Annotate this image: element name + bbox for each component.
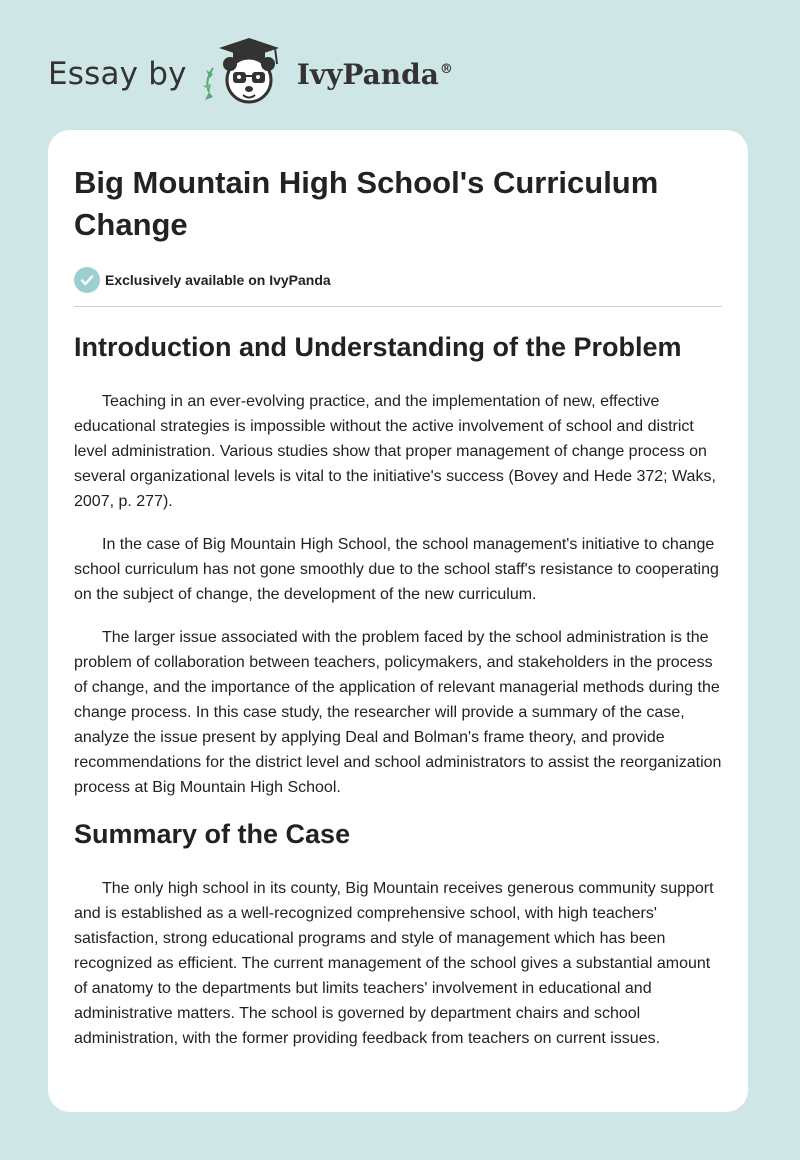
brand-header — [48, 36, 453, 112]
panda-graduate-icon[interactable] — [199, 34, 291, 115]
check-circle-icon — [74, 267, 100, 293]
section-heading-introduction: Introduction and Understanding of the Problem — [74, 332, 682, 362]
section-heading-summary: Summary of the Case — [74, 819, 351, 849]
paragraph: The larger issue associated with the problem faced by the school administration is the problem of collaboration between teachers, policymakers, and stakeholders in the process of change, and the importance of the application of relevant managerial methods during the change process. In this case study, the researcher will provide a summary of the case, analyze the issue present by applying Deal and Bolman's frame theory, and provide recommendations for the district level and school administrators to assist the reorganization process at Big Mountain High School. — [74, 629, 722, 796]
paragraph: Teaching in an ever-evolving practice, and the implementation of new, effective educational strategies is impossible without the active involvement of school and district level administration. Various studies show that proper management of change process on several organizational levels is vital to the initiative's success (Bovey and Hede 372; Waks, 2007, p. 277). — [74, 393, 716, 510]
exclusive-badge-label: Exclusively available on IvyPanda — [105, 272, 331, 288]
brand-name[interactable]: IvyPanda® — [296, 57, 453, 91]
title-divider — [74, 306, 722, 307]
paragraph: The only high school in its county, Big Mountain receives generous community support and is established as a well-recognized comprehensive school, with high teachers' satisfaction, strong educational programs and style of management which has been recognized as efficient. The current management of the school gives a substantial amount of anatomy to the departments but limits teachers' involvement in educational and administrative matters. The school is governed by department chairs and school administration, with the former providing feedback from teachers on current issues. — [74, 880, 714, 1047]
brand-prefix: Essay by — [48, 56, 187, 92]
exclusive-badge — [74, 266, 722, 294]
essay-card — [48, 130, 748, 1112]
page-title: Big Mountain High School's Curriculum Change — [74, 165, 659, 242]
paragraph: In the case of Big Mountain High School, the school management's initiative to change school curriculum has not gone smoothly due to the school staff's resistance to cooperating on the subject of change, the development of the new curriculum. — [74, 536, 719, 603]
registered-mark: ® — [439, 62, 453, 78]
